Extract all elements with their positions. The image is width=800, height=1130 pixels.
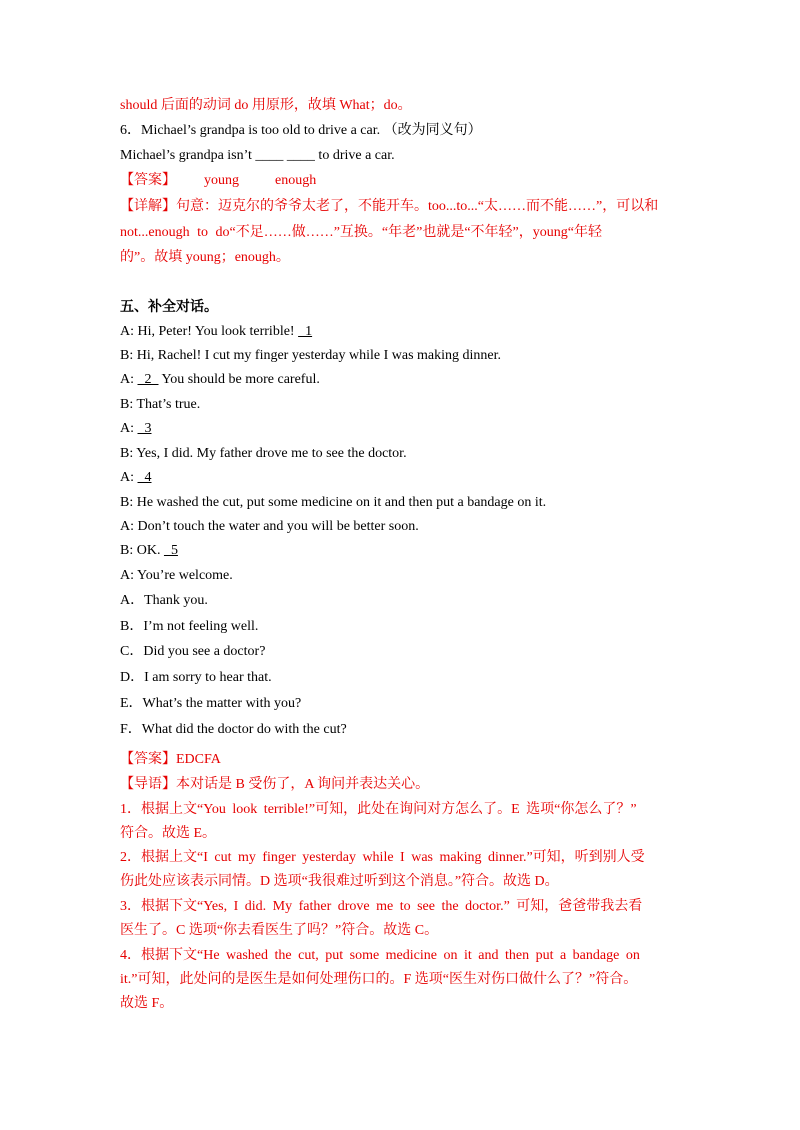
- dialogue-line: [120, 468, 680, 488]
- q6-answer: [120, 171, 680, 191]
- dialogue-text: B: He washed the cut, put some medicine on it and then put a bandage on it.: [120, 495, 547, 510]
- dialogue-blank: 2: [137, 372, 159, 387]
- option-item: F．What did the doctor do with the cut?: [120, 722, 347, 737]
- dialogue-line: [120, 493, 680, 513]
- q6-explain-1: 【详解】句意：迈克尔的爷爷太老了，不能开车。too...to...“太……而不能……”，可以和: [120, 199, 659, 214]
- dialogue-line: [120, 322, 680, 342]
- top-note: should 后面的动词 do 用原形，故填 What；do。: [120, 98, 412, 113]
- dialogue-text: B: OK.: [120, 543, 164, 558]
- explanation-line: 4．根据下文“He washed the cut, put some medicine on it and then put a bandage on: [120, 948, 640, 963]
- option-item: B．I’m not feeling well.: [120, 619, 259, 634]
- dialogue-text: B: That’s true.: [120, 397, 201, 412]
- dialogue-text: A:: [120, 372, 138, 387]
- dialogue-text: A: Hi, Peter! You look terrible!: [120, 324, 299, 339]
- dialogue-text: A:: [120, 470, 138, 485]
- dialogue-blank: 3: [137, 421, 152, 436]
- answer-label: 【答案】: [120, 173, 176, 188]
- q6-question: 6．Michael’s grandpa is too old to drive a car. （改为同义句）: [120, 123, 482, 138]
- dialogue-blank: 1: [298, 324, 313, 339]
- dialogue-text: B: Hi, Rachel! I cut my finger yesterday while I was making dinner.: [120, 348, 502, 363]
- dialogue-line: [120, 541, 680, 561]
- dialogue-line: [120, 444, 680, 464]
- answer-word-2: enough: [275, 173, 317, 188]
- explanation-line: 故选 F。: [120, 996, 174, 1011]
- section-answer: 【答案】EDCFA: [120, 752, 221, 767]
- dialogue-line: [120, 370, 680, 390]
- option-item: A．Thank you.: [120, 593, 208, 608]
- dialogue-text: A: Don’t touch the water and you will be better soon.: [120, 519, 419, 534]
- dialogue-line: [120, 517, 680, 537]
- dialogue-text: You should be more careful.: [158, 372, 320, 387]
- explanation-line: 伤此处应该表示同情。D 选项“我很难过听到这个消息。”符合。故选 D。: [120, 874, 559, 889]
- dialogue-line: [120, 346, 680, 366]
- option-item: E．What’s the matter with you?: [120, 696, 302, 711]
- explanation-line: 符合。故选 E。: [120, 826, 217, 841]
- explanation-line: 2．根据上文“I cut my finger yesterday while I was making dinner.”可知，听到别人受: [120, 850, 645, 865]
- dialogue-line: [120, 419, 680, 439]
- dialogue-blank: 5: [163, 543, 178, 558]
- q6-explain-3: 的”。故填 young；enough。: [120, 250, 290, 265]
- dialogue-text: B: Yes, I did. My father drove me to see the doctor.: [120, 446, 407, 461]
- explanation-line: 3．根据下文“Yes, I did. My father drove me to see the doctor.” 可知，爸爸带我去看: [120, 899, 643, 914]
- option-item: C．Did you see a doctor?: [120, 644, 266, 659]
- q6-explain-2: not...enough to do“不足……做……”互换。“年老”也就是“不年轻”，young“年轻: [120, 225, 602, 240]
- dialogue-text: A: You’re welcome.: [120, 568, 233, 583]
- answer-word-1: young: [204, 173, 239, 188]
- explanation-line: it.”可知，此处问的是医生是如何处理伤口的。F 选项“医生对伤口做什么了？”符合。: [120, 972, 638, 987]
- dialogue-line: [120, 395, 680, 415]
- explanation-line: 1．根据上文“You look terrible!”可知，此处在询问对方怎么了。E 选项“你怎么了？”: [120, 802, 637, 817]
- dialogue-line: [120, 566, 680, 586]
- option-item: D．I am sorry to hear that.: [120, 670, 272, 685]
- dialogue-text: A:: [120, 421, 138, 436]
- explanation-line: 医生了。C 选项“你去看医生了吗？”符合。故选 C。: [120, 923, 439, 938]
- section-guide: 【导语】本对话是 B 受伤了，A 询问并表达关心。: [120, 777, 430, 792]
- section-title: 五、补全对话。: [120, 300, 218, 315]
- q6-blank-line: Michael’s grandpa isn’t ____ ____ to drive a car.: [120, 148, 395, 163]
- dialogue-blank: 4: [137, 470, 152, 485]
